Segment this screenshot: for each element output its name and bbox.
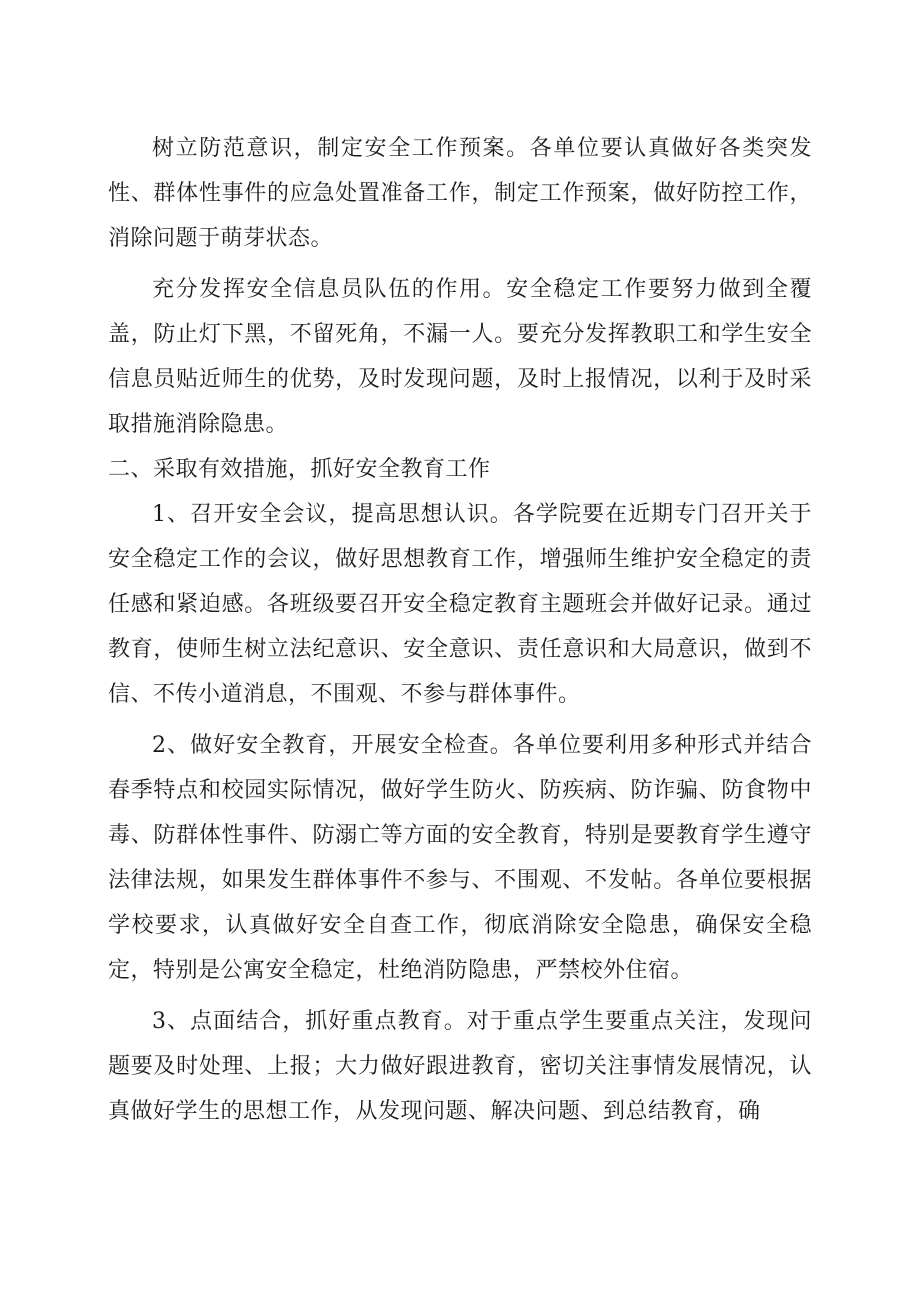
section-heading: 二、采取有效措施，抓好安全教育工作 [108, 457, 491, 482]
document-body [108, 126, 812, 1134]
paragraph-prevention: 树立防范意识，制定安全工作预案。各单位要认真做好各类突发性、群体性事件的应急处置准备工作，制定工作预案，做好防控工作，消除问题于萌芽状态。 [108, 136, 812, 251]
paragraph-info-officers: 充分发挥安全信息员队伍的作用。安全稳定工作要努力做到全覆盖，防止灯下黑，不留死角，不漏一人。要充分发挥教职工和学生安全信息员贴近师生的优势，及时发现问题，及时上报情况，以利于及时采取措施消除隐患。 [108, 277, 812, 437]
list-item-education: 2、做好安全教育，开展安全检查。各单位要利用多种形式并结合春季特点和校园实际情况，做好学生防火、防疾病、防诈骗、防食物中毒、防群体性事件、防溺亡等方面的安全教育，特别是要教育学生遵守法律法规，如果发生群体事件不参与、不围观、不发帖。各单位要根据学校要求，认真做好安全自查工作，彻底消除安全隐患，确保安全稳定，特别是公寓安全稳定，杜绝消防隐患，严禁校外住宿。 [108, 733, 812, 983]
list-item-meeting: 1、召开安全会议，提高思想认识。各学院要在近期专门召开关于安全稳定工作的会议，做好思想教育工作，增强师生维护安全稳定的责任感和紧迫感。各班级要召开安全稳定教育主题班会并做好记录。通过教育，使师生树立法纪意识、安全意识、责任意识和大局意识，做到不信、不传小道消息，不围观、不参与群体事件。 [108, 502, 812, 707]
list-item-key-education: 3、点面结合，抓好重点教育。对于重点学生要重点关注，发现问题要及时处理、上报；大力做好跟进教育，密切关注事情发展情况，认真做好学生的思想工作，从发现问题、解决问题、到总结教育，确 [108, 1009, 812, 1124]
